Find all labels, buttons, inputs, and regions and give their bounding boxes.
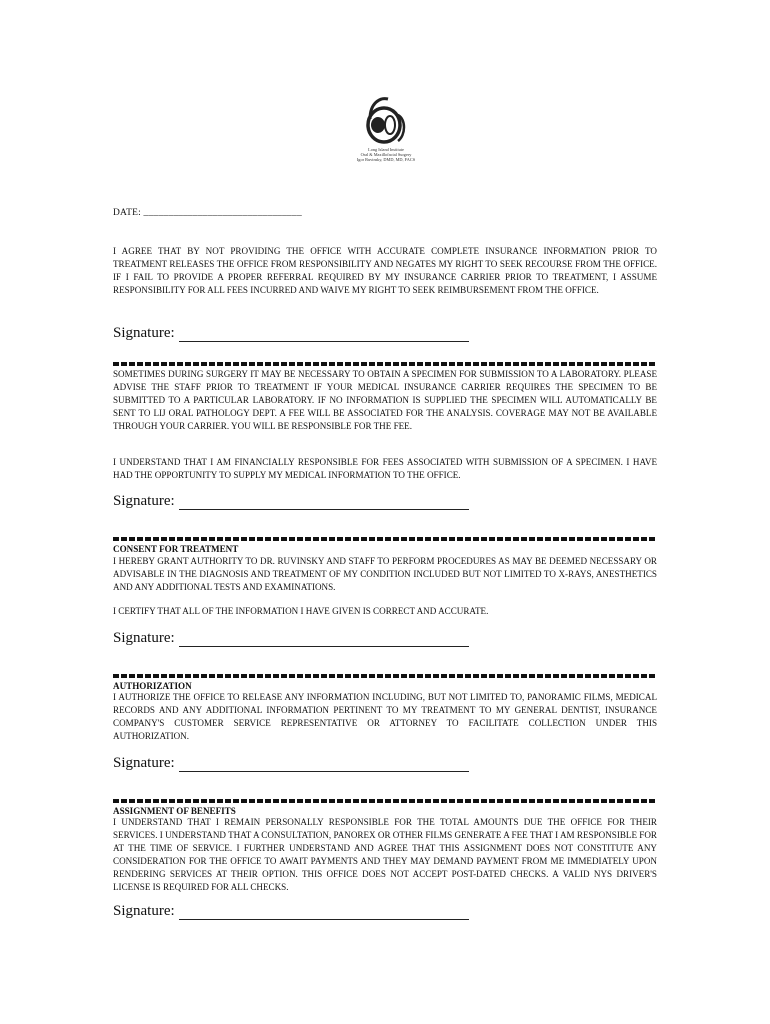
- logo-mark-icon: [340, 95, 430, 150]
- signature-line-3[interactable]: [113, 630, 469, 647]
- signature-label: Signature:: [113, 755, 175, 771]
- specimen-ack-paragraph: I UNDERSTAND THAT I AM FINANCIALLY RESPONSIBLE FOR FEES ASSOCIATED WITH SUBMISSION OF A SPECIMEN. I HAVE HAD THE OPPORTUNITY TO SUPPLY MY MEDICAL INFORMATION TO THE OFFICE.: [113, 457, 657, 480]
- specimen-paragraph: SOMETIMES DURING SURGERY IT MAY BE NECESSARY TO OBTAIN A SPECIMEN FOR SUBMISSION TO A LABORATORY. PLEASE ADVISE THE STAFF PRIOR TO TREATMENT IF YOUR MEDICAL INSURANCE CARRIER REQUIRES THE SPECIMEN TO BE SUBMITTED TO A PARTICULAR LABORATORY. IF NO INFORMATION IS SUPPLIED THE SPECIMEN WILL AUTOMATICALLY BE SENT TO LIJ ORAL PATHOLOGY DEPT. A FEE WILL BE ASSOCIATED FOR THE ANALYSIS. COVERAGE MAY NOT BE AVAILABLE THROUGH YOUR CARRIER. YOU WILL BE RESPONSIBLE FOR THE FEE.: [113, 369, 657, 431]
- section-divider: [113, 537, 657, 541]
- signature-line-1[interactable]: [113, 325, 469, 342]
- certify-paragraph: I CERTIFY THAT ALL OF THE INFORMATION I HAVE GIVEN IS CORRECT AND ACCURATE.: [113, 606, 489, 616]
- practice-logo: [340, 95, 430, 175]
- authorization-heading: AUTHORIZATION: [113, 681, 192, 691]
- signature-line-5[interactable]: [113, 903, 469, 920]
- consent-paragraph: I HEREBY GRANT AUTHORITY TO DR. RUVINSKY AND STAFF TO PERFORM PROCEDURES AS MAY BE DEEMED NECESSARY OR ADVISABLE IN THE DIAGNOSIS AND TREATMENT OF MY CONDITION INCLUDED BUT NOT LIMITED TO X-RAYS, ANESTHETICS AND ANY ADDITIONAL TESTS AND EXAMINATIONS.: [113, 556, 657, 592]
- insurance-paragraph: I AGREE THAT BY NOT PROVIDING THE OFFICE WITH ACCURATE COMPLETE INSURANCE INFORMATION PRIOR TO TREATMENT RELEASES THE OFFICE FROM RESPONSIBILITY AND NEGATES MY RIGHT TO SEEK RECOURSE FROM THE OFFICE. IF I FAIL TO PROVIDE A PROPER REFERRAL REQUIRED BY MY INSURANCE CARRIER PRIOR TO TREATMENT, I ASSUME RESPONSIBILITY FOR ALL FEES INCURRED AND WAIVE MY RIGHT TO SEEK REIMBURSEMENT FROM THE OFFICE.: [113, 246, 657, 295]
- section-divider: [113, 674, 657, 678]
- signature-blank[interactable]: [179, 905, 469, 920]
- signature-line-2[interactable]: [113, 493, 469, 510]
- signature-blank[interactable]: [179, 327, 469, 342]
- section-divider: [113, 799, 657, 803]
- signature-blank[interactable]: [179, 632, 469, 647]
- section-divider: [113, 362, 657, 366]
- date-field[interactable]: DATE: ________________________________: [113, 208, 302, 218]
- signature-line-4[interactable]: [113, 755, 469, 772]
- signature-blank[interactable]: [179, 495, 469, 510]
- consent-heading: CONSENT FOR TREATMENT: [113, 544, 239, 554]
- signature-label: Signature:: [113, 903, 175, 919]
- benefits-heading: ASSIGNMENT OF BENEFITS: [113, 806, 236, 816]
- signature-label: Signature:: [113, 630, 175, 646]
- signature-blank[interactable]: [179, 757, 469, 772]
- logo-line-1: Long Island Institute: [368, 147, 404, 152]
- logo-line-3: Igor Ruvinsky, DMD, MD, FACS: [356, 157, 416, 162]
- logo-line-2: Oral & Maxillofacial Surgery: [360, 152, 412, 157]
- signature-label: Signature:: [113, 325, 175, 341]
- authorization-paragraph: I AUTHORIZE THE OFFICE TO RELEASE ANY INFORMATION INCLUDING, BUT NOT LIMITED TO, PANORAMIC FILMS, MEDICAL RECORDS AND ANY ADDITIONAL INFORMATION PERTINENT TO MY TREATMENT TO MY GENERAL DENTIST, INSURANCE COMPANY'S CUSTOMER SERVICE REPRESENTATIVE OR ATTORNEY TO FACILITATE COLLECTION UNDER THIS AUTHORIZATION.: [113, 692, 657, 741]
- signature-label: Signature:: [113, 493, 175, 509]
- benefits-paragraph: I UNDERSTAND THAT I REMAIN PERSONALLY RESPONSIBLE FOR THE TOTAL AMOUNTS DUE THE OFFICE FOR THEIR SERVICES. I UNDERSTAND THAT A CONSULTATION, PANOREX OR OTHER FILMS GENERATE A FEE THAT I AM RESPONSIBLE FOR AT THE TIME OF SERVICE. I FURTHER UNDERSTAND AND AGREE THAT THIS ASSIGNMENT DOES NOT CONSTITUTE ANY CONSIDERATION FOR THE OFFICE TO AWAIT PAYMENTS AND THEY MAY DEMAND PAYMENT FROM ME IMMEDIATELY UPON RENDERING SERVICES AT THEIR OPTION. THIS OFFICE DOES NOT ACCEPT POST-DATED CHECKS. A VALID NYS DRIVER'S LICENSE IS REQUIRED FOR ALL CHECKS.: [113, 817, 657, 892]
